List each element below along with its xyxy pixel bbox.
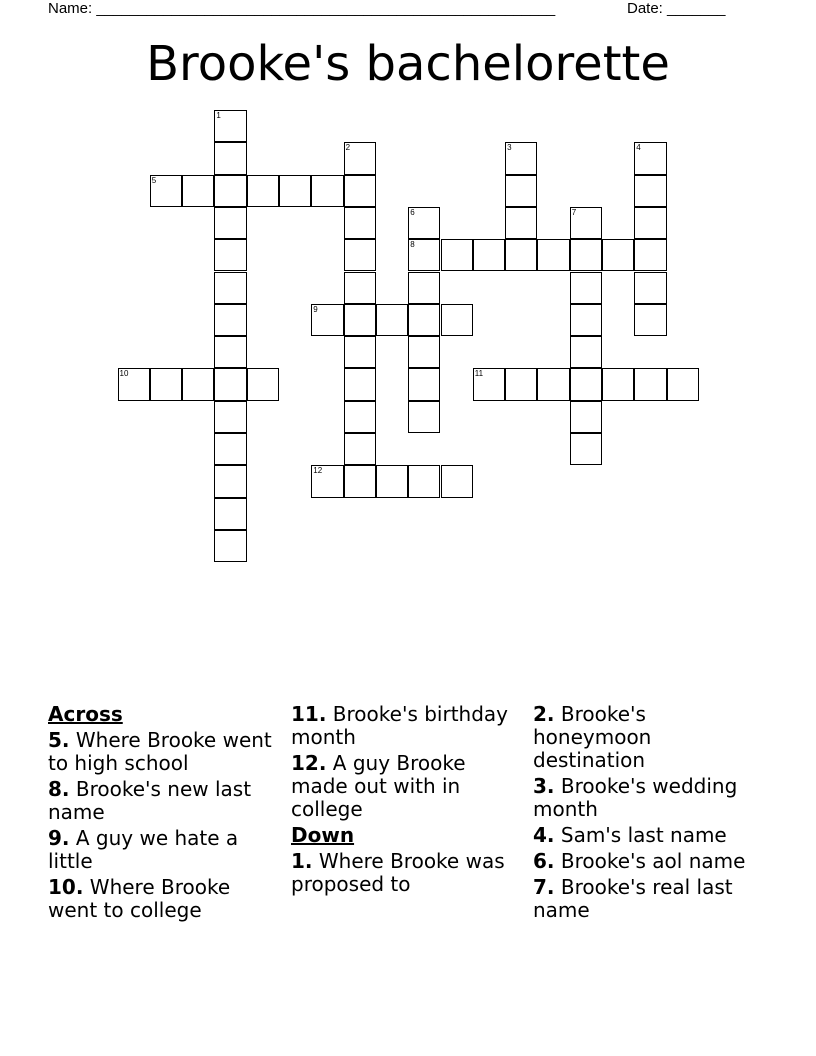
clue-text: Brooke's real last name (533, 875, 733, 922)
grid-cell[interactable] (505, 368, 537, 400)
clue-text: Where Brooke went to high school (48, 728, 272, 775)
clue-number: 3. (533, 774, 555, 798)
cell-number: 6 (410, 207, 415, 217)
cell-number: 7 (571, 207, 577, 217)
grid-cell[interactable] (505, 239, 537, 271)
grid-cell[interactable] (570, 336, 602, 368)
grid-cell[interactable] (408, 272, 440, 304)
clue-across-5 (48, 729, 273, 775)
clue-number: 6. (533, 849, 555, 873)
grid-cell[interactable] (537, 368, 569, 400)
clue-column-1 (48, 703, 273, 925)
grid-cell[interactable] (247, 368, 279, 400)
clue-text: Brooke's birthday month (291, 702, 509, 749)
grid-cell[interactable] (634, 304, 666, 336)
grid-cell[interactable] (634, 207, 666, 239)
cell-number: 1 (216, 111, 221, 120)
cell-number: 4 (636, 143, 641, 153)
clue-text: Where Brooke went to college (48, 875, 231, 922)
grid-cell[interactable] (344, 336, 376, 368)
grid-cell[interactable] (214, 498, 246, 530)
clue-text: Brooke's aol name (560, 849, 746, 873)
grid-cell[interactable] (570, 272, 602, 304)
grid-cell[interactable] (634, 175, 666, 207)
down-heading: Down (291, 823, 355, 847)
clue-down-3 (533, 775, 758, 821)
grid-cell[interactable] (344, 175, 376, 207)
clue-across-9 (48, 827, 273, 873)
grid-cell[interactable] (408, 239, 440, 271)
grid-cell[interactable] (150, 175, 182, 207)
grid-cell[interactable] (537, 239, 569, 271)
clue-column-2 (291, 703, 516, 899)
clue-text: Brooke's wedding month (533, 774, 738, 821)
grid-cell[interactable] (344, 433, 376, 465)
grid-cell[interactable] (214, 207, 246, 239)
grid-cell[interactable] (602, 368, 634, 400)
grid-cell[interactable] (667, 368, 699, 400)
grid-cell[interactable] (570, 207, 602, 239)
cell-number: 8 (410, 240, 415, 250)
clue-number: 4. (533, 823, 555, 847)
grid-cell[interactable] (214, 175, 246, 207)
clue-text: A guy we hate a little (48, 826, 239, 873)
grid-cell[interactable] (118, 368, 150, 400)
clue-down-1 (291, 850, 516, 896)
grid-cell[interactable] (602, 239, 634, 271)
date-field-line: Date: _______ (627, 0, 726, 17)
grid-cell[interactable] (344, 272, 376, 304)
clue-down-4 (533, 824, 758, 847)
clue-text: Where Brooke was proposed to (291, 849, 505, 896)
grid-cell[interactable] (473, 368, 505, 400)
clue-number: 5. (48, 728, 70, 752)
puzzle-title: Brooke's bachelorette (146, 36, 670, 92)
grid-cell[interactable] (214, 110, 246, 142)
grid-cell[interactable] (214, 142, 246, 174)
grid-cell[interactable] (408, 368, 440, 400)
grid-cell[interactable] (279, 175, 311, 207)
clue-down-6 (533, 850, 758, 873)
grid-cell[interactable] (408, 304, 440, 336)
name-field-line: Name: _______________________________________________________ (48, 0, 556, 17)
grid-cell[interactable] (344, 368, 376, 400)
clue-across-8 (48, 778, 273, 824)
clue-text: Brooke's new last name (48, 777, 252, 824)
clue-number: 7. (533, 875, 555, 899)
grid-cell[interactable] (376, 304, 408, 336)
grid-cell[interactable] (505, 142, 537, 174)
cell-number: 12 (313, 466, 323, 476)
grid-cell[interactable] (570, 433, 602, 465)
cell-number: 5 (151, 175, 157, 185)
grid-cell[interactable] (214, 304, 246, 336)
grid-cell[interactable] (344, 304, 376, 336)
grid-cell[interactable] (247, 175, 279, 207)
grid-cell[interactable] (344, 465, 376, 497)
cell-number: 10 (119, 369, 129, 379)
clue-column-3 (533, 703, 758, 925)
grid-cell[interactable] (473, 239, 505, 271)
clue-number: 10. (48, 875, 84, 899)
clue-text: Brooke's honeymoon destination (533, 702, 652, 772)
grid-cell[interactable] (505, 207, 537, 239)
grid-cell[interactable] (634, 368, 666, 400)
grid-cell[interactable] (408, 336, 440, 368)
grid-cell[interactable] (182, 368, 214, 400)
clue-number: 9. (48, 826, 70, 850)
grid-cell[interactable] (441, 239, 473, 271)
grid-cell[interactable] (570, 239, 602, 271)
clue-across-12 (291, 752, 516, 821)
grid-cell[interactable] (214, 530, 246, 562)
grid-cell[interactable] (344, 207, 376, 239)
cell-number: 3 (507, 143, 512, 153)
grid-cell[interactable] (214, 272, 246, 304)
grid-cell[interactable] (408, 207, 440, 239)
clue-number: 2. (533, 702, 555, 726)
grid-cell[interactable] (570, 368, 602, 400)
grid-cell[interactable] (376, 465, 408, 497)
grid-cell[interactable] (150, 368, 182, 400)
grid-cell[interactable] (214, 239, 246, 271)
grid-cell[interactable] (570, 304, 602, 336)
grid-cell[interactable] (214, 336, 246, 368)
grid-cell[interactable] (344, 239, 376, 271)
cell-number: 11 (474, 369, 484, 379)
grid-cell[interactable] (214, 368, 246, 400)
grid-cell[interactable] (441, 304, 473, 336)
grid-cell[interactable] (441, 465, 473, 497)
clue-down-7 (533, 876, 758, 922)
grid-cell[interactable] (311, 465, 343, 497)
clue-number: 11. (291, 702, 327, 726)
grid-cell[interactable] (214, 433, 246, 465)
grid-cell[interactable] (634, 272, 666, 304)
grid-cell[interactable] (311, 175, 343, 207)
clue-across-11 (291, 703, 516, 749)
cell-number: 2 (345, 143, 351, 153)
clue-number: 12. (291, 751, 327, 775)
clue-text: A guy Brooke made out with in college (291, 751, 466, 821)
grid-cell[interactable] (214, 465, 246, 497)
grid-cell[interactable] (634, 239, 666, 271)
grid-cell[interactable] (634, 142, 666, 174)
cell-number: 9 (313, 304, 318, 314)
grid-cell[interactable] (505, 175, 537, 207)
grid-cell[interactable] (344, 142, 376, 174)
grid-cell[interactable] (408, 401, 440, 433)
clue-down-2 (533, 703, 758, 772)
clue-number: 1. (291, 849, 313, 873)
grid-cell[interactable] (214, 401, 246, 433)
clue-across-10 (48, 876, 273, 922)
clue-text: Sam's last name (560, 823, 727, 847)
clue-number: 8. (48, 777, 70, 801)
grid-cell[interactable] (182, 175, 214, 207)
across-heading: Across (48, 702, 123, 726)
grid-cell[interactable] (408, 465, 440, 497)
grid-cell[interactable] (570, 401, 602, 433)
grid-cell[interactable] (311, 304, 343, 336)
grid-cell[interactable] (344, 401, 376, 433)
